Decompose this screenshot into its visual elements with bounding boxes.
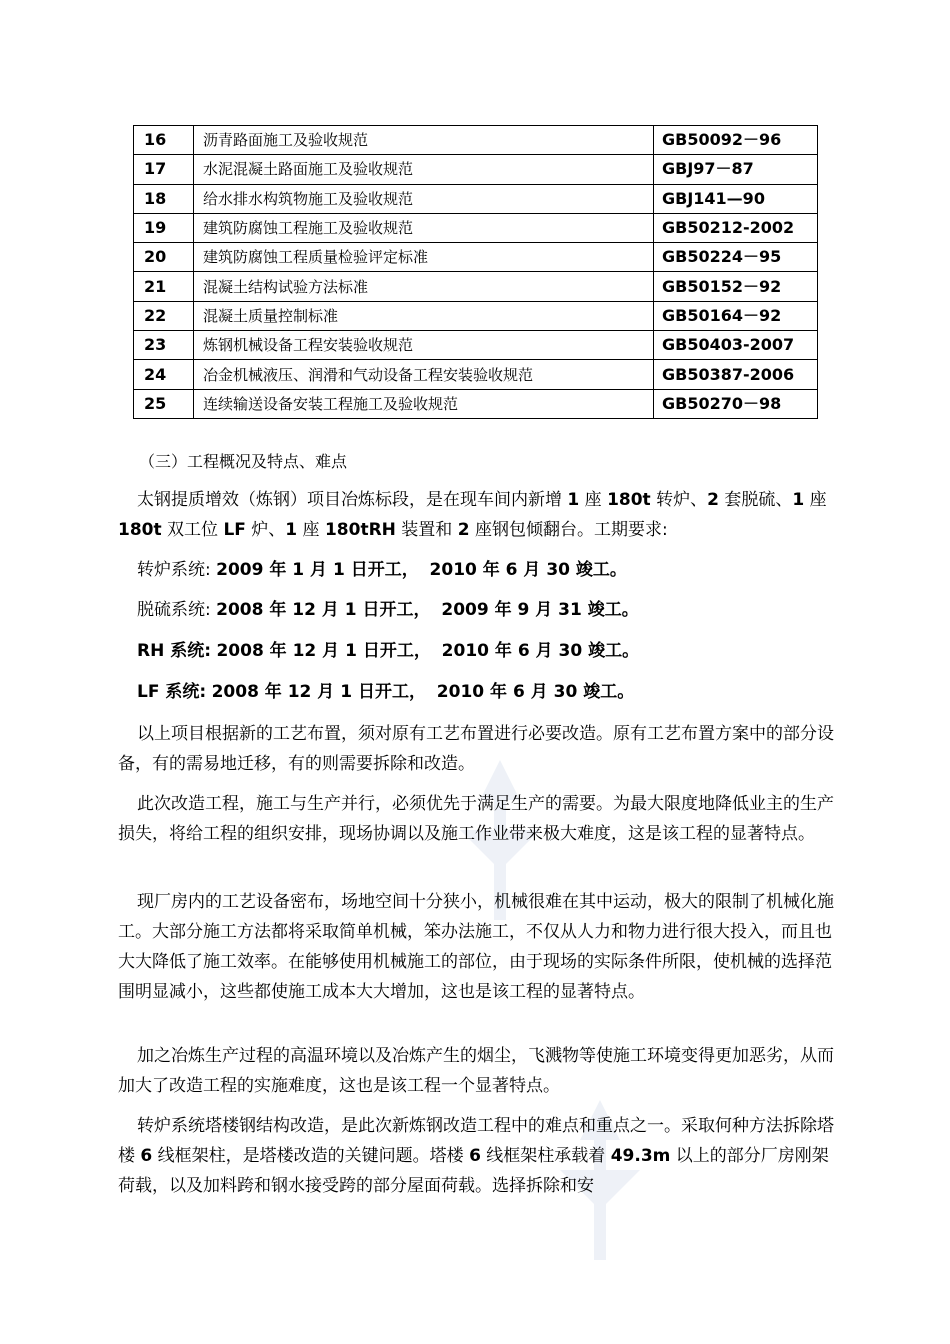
table-row bbox=[134, 272, 818, 301]
standard-code: GB50387-2006 bbox=[654, 360, 818, 389]
row-number: 25 bbox=[134, 389, 194, 418]
standard-code: GBJ97－87 bbox=[654, 155, 818, 184]
standard-code: GB50092－96 bbox=[654, 126, 818, 155]
standard-name: 混凝土质量控制标准 bbox=[194, 301, 654, 330]
schedule-system: RH 系统: bbox=[137, 641, 212, 661]
row-number: 22 bbox=[134, 301, 194, 330]
schedule-start: 2008 年 12 月 1 日开工， bbox=[216, 600, 431, 620]
row-number: 16 bbox=[134, 126, 194, 155]
row-number: 17 bbox=[134, 155, 194, 184]
standard-name: 建筑防腐蚀工程质量检验评定标准 bbox=[194, 243, 654, 272]
schedule-line bbox=[137, 596, 639, 624]
row-number: 18 bbox=[134, 184, 194, 213]
standard-code: GB50403-2007 bbox=[654, 331, 818, 360]
table-row bbox=[134, 331, 818, 360]
table-row bbox=[134, 243, 818, 272]
standard-name: 给水排水构筑物施工及验收规范 bbox=[194, 184, 654, 213]
row-number: 21 bbox=[134, 272, 194, 301]
table-row bbox=[134, 213, 818, 242]
row-number: 20 bbox=[134, 243, 194, 272]
table-row bbox=[134, 360, 818, 389]
table-row bbox=[134, 301, 818, 330]
table-row bbox=[134, 184, 818, 213]
schedule-start: 2008 年 12 月 1 日开工， bbox=[211, 682, 426, 702]
schedule-start: 2008 年 12 月 1 日开工， bbox=[216, 641, 431, 661]
intro-paragraph: 太钢提质增效（炼钢）项目冶炼标段，是在现车间内新增 1 座 180t 转炉、2 套脱硫、1 座 180t 双工位 LF 炉、1 座 180tRH 装置和 2 座钢包倾翻台。工期要求: bbox=[118, 490, 827, 540]
standard-name: 沥青路面施工及验收规范 bbox=[194, 126, 654, 155]
standard-code: GB50152－92 bbox=[654, 272, 818, 301]
standard-name: 混凝土结构试验方法标准 bbox=[194, 272, 654, 301]
standard-name: 建筑防腐蚀工程施工及验收规范 bbox=[194, 213, 654, 242]
schedule-start: 2009 年 1 月 1 日开工， bbox=[216, 560, 419, 580]
standard-code: GB50270－98 bbox=[654, 389, 818, 418]
standard-code: GB50224－95 bbox=[654, 243, 818, 272]
row-number: 24 bbox=[134, 360, 194, 389]
standard-code: GBJ141—90 bbox=[654, 184, 818, 213]
schedule-system: LF 系统: bbox=[137, 682, 207, 702]
schedule-end: 2010 年 6 月 30 竣工。 bbox=[429, 560, 627, 580]
schedule-end: 2009 年 9 月 31 竣工。 bbox=[441, 600, 639, 620]
schedule-line bbox=[137, 556, 627, 584]
table-row bbox=[134, 155, 818, 184]
body-paragraph: 以上项目根据新的工艺布置，须对原有工艺布置进行必要改造。原有工艺布置方案中的部分设备，有的需易地迁移，有的则需要拆除和改造。 bbox=[118, 724, 834, 774]
schedule-end: 2010 年 6 月 30 竣工。 bbox=[441, 641, 640, 661]
body-paragraph: 此次改造工程，施工与生产并行，必须优先于满足生产的需要。为最大限度地降低业主的生产损失，将给工程的组织安排，现场协调以及施工作业带来极大难度，这是该工程的显著特点。 bbox=[118, 794, 834, 844]
standards-table bbox=[133, 125, 818, 419]
body-paragraph: 转炉系统塔楼钢结构改造，是此次新炼钢改造工程中的难点和重点之一。采取何种方法拆除塔楼 6 线框架柱，是塔楼改造的关键问题。塔楼 6 线框架柱承载着 49.3m 以上的部分厂房刚架荷载，以及加料跨和钢水接受跨的部分屋面荷载。选择拆除和安 bbox=[118, 1116, 834, 1196]
body-paragraph: 加之冶炼生产过程的高温环境以及冶炼产生的烟尘，飞溅物等使施工环境变得更加恶劣，从而加大了改造工程的实施难度，这也是该工程一个显著特点。 bbox=[118, 1046, 834, 1096]
standard-name: 连续输送设备安装工程施工及验收规范 bbox=[194, 389, 654, 418]
table-row bbox=[134, 389, 818, 418]
standard-name: 水泥混凝土路面施工及验收规范 bbox=[194, 155, 654, 184]
schedule-end: 2010 年 6 月 30 竣工。 bbox=[436, 682, 635, 702]
body-paragraph: 现厂房内的工艺设备密布，场地空间十分狭小，机械很难在其中运动，极大的限制了机械化施工。大部分施工方法都将采取简单机械，笨办法施工，不仅从人力和物力进行很大投入，而且也大大降低了施工效率。在能够使用机械施工的部位，由于现场的实际条件所限，使机械的选择范围明显减小，这些都使施工成本大大增加，这也是该工程的显著特点。 bbox=[118, 892, 834, 1002]
standard-code: GB50212-2002 bbox=[654, 213, 818, 242]
schedule-line bbox=[137, 678, 634, 706]
row-number: 23 bbox=[134, 331, 194, 360]
standard-name: 炼钢机械设备工程安装验收规范 bbox=[194, 331, 654, 360]
standard-code: GB50164－92 bbox=[654, 301, 818, 330]
row-number: 19 bbox=[134, 213, 194, 242]
section-heading: （三）工程概况及特点、难点 bbox=[139, 452, 348, 471]
schedule-system: 转炉系统: bbox=[137, 560, 211, 580]
standard-name: 冶金机械液压、润滑和气动设备工程安装验收规范 bbox=[194, 360, 654, 389]
schedule-line bbox=[137, 637, 639, 665]
table-row bbox=[134, 126, 818, 155]
schedule-system: 脱硫系统: bbox=[137, 600, 211, 620]
